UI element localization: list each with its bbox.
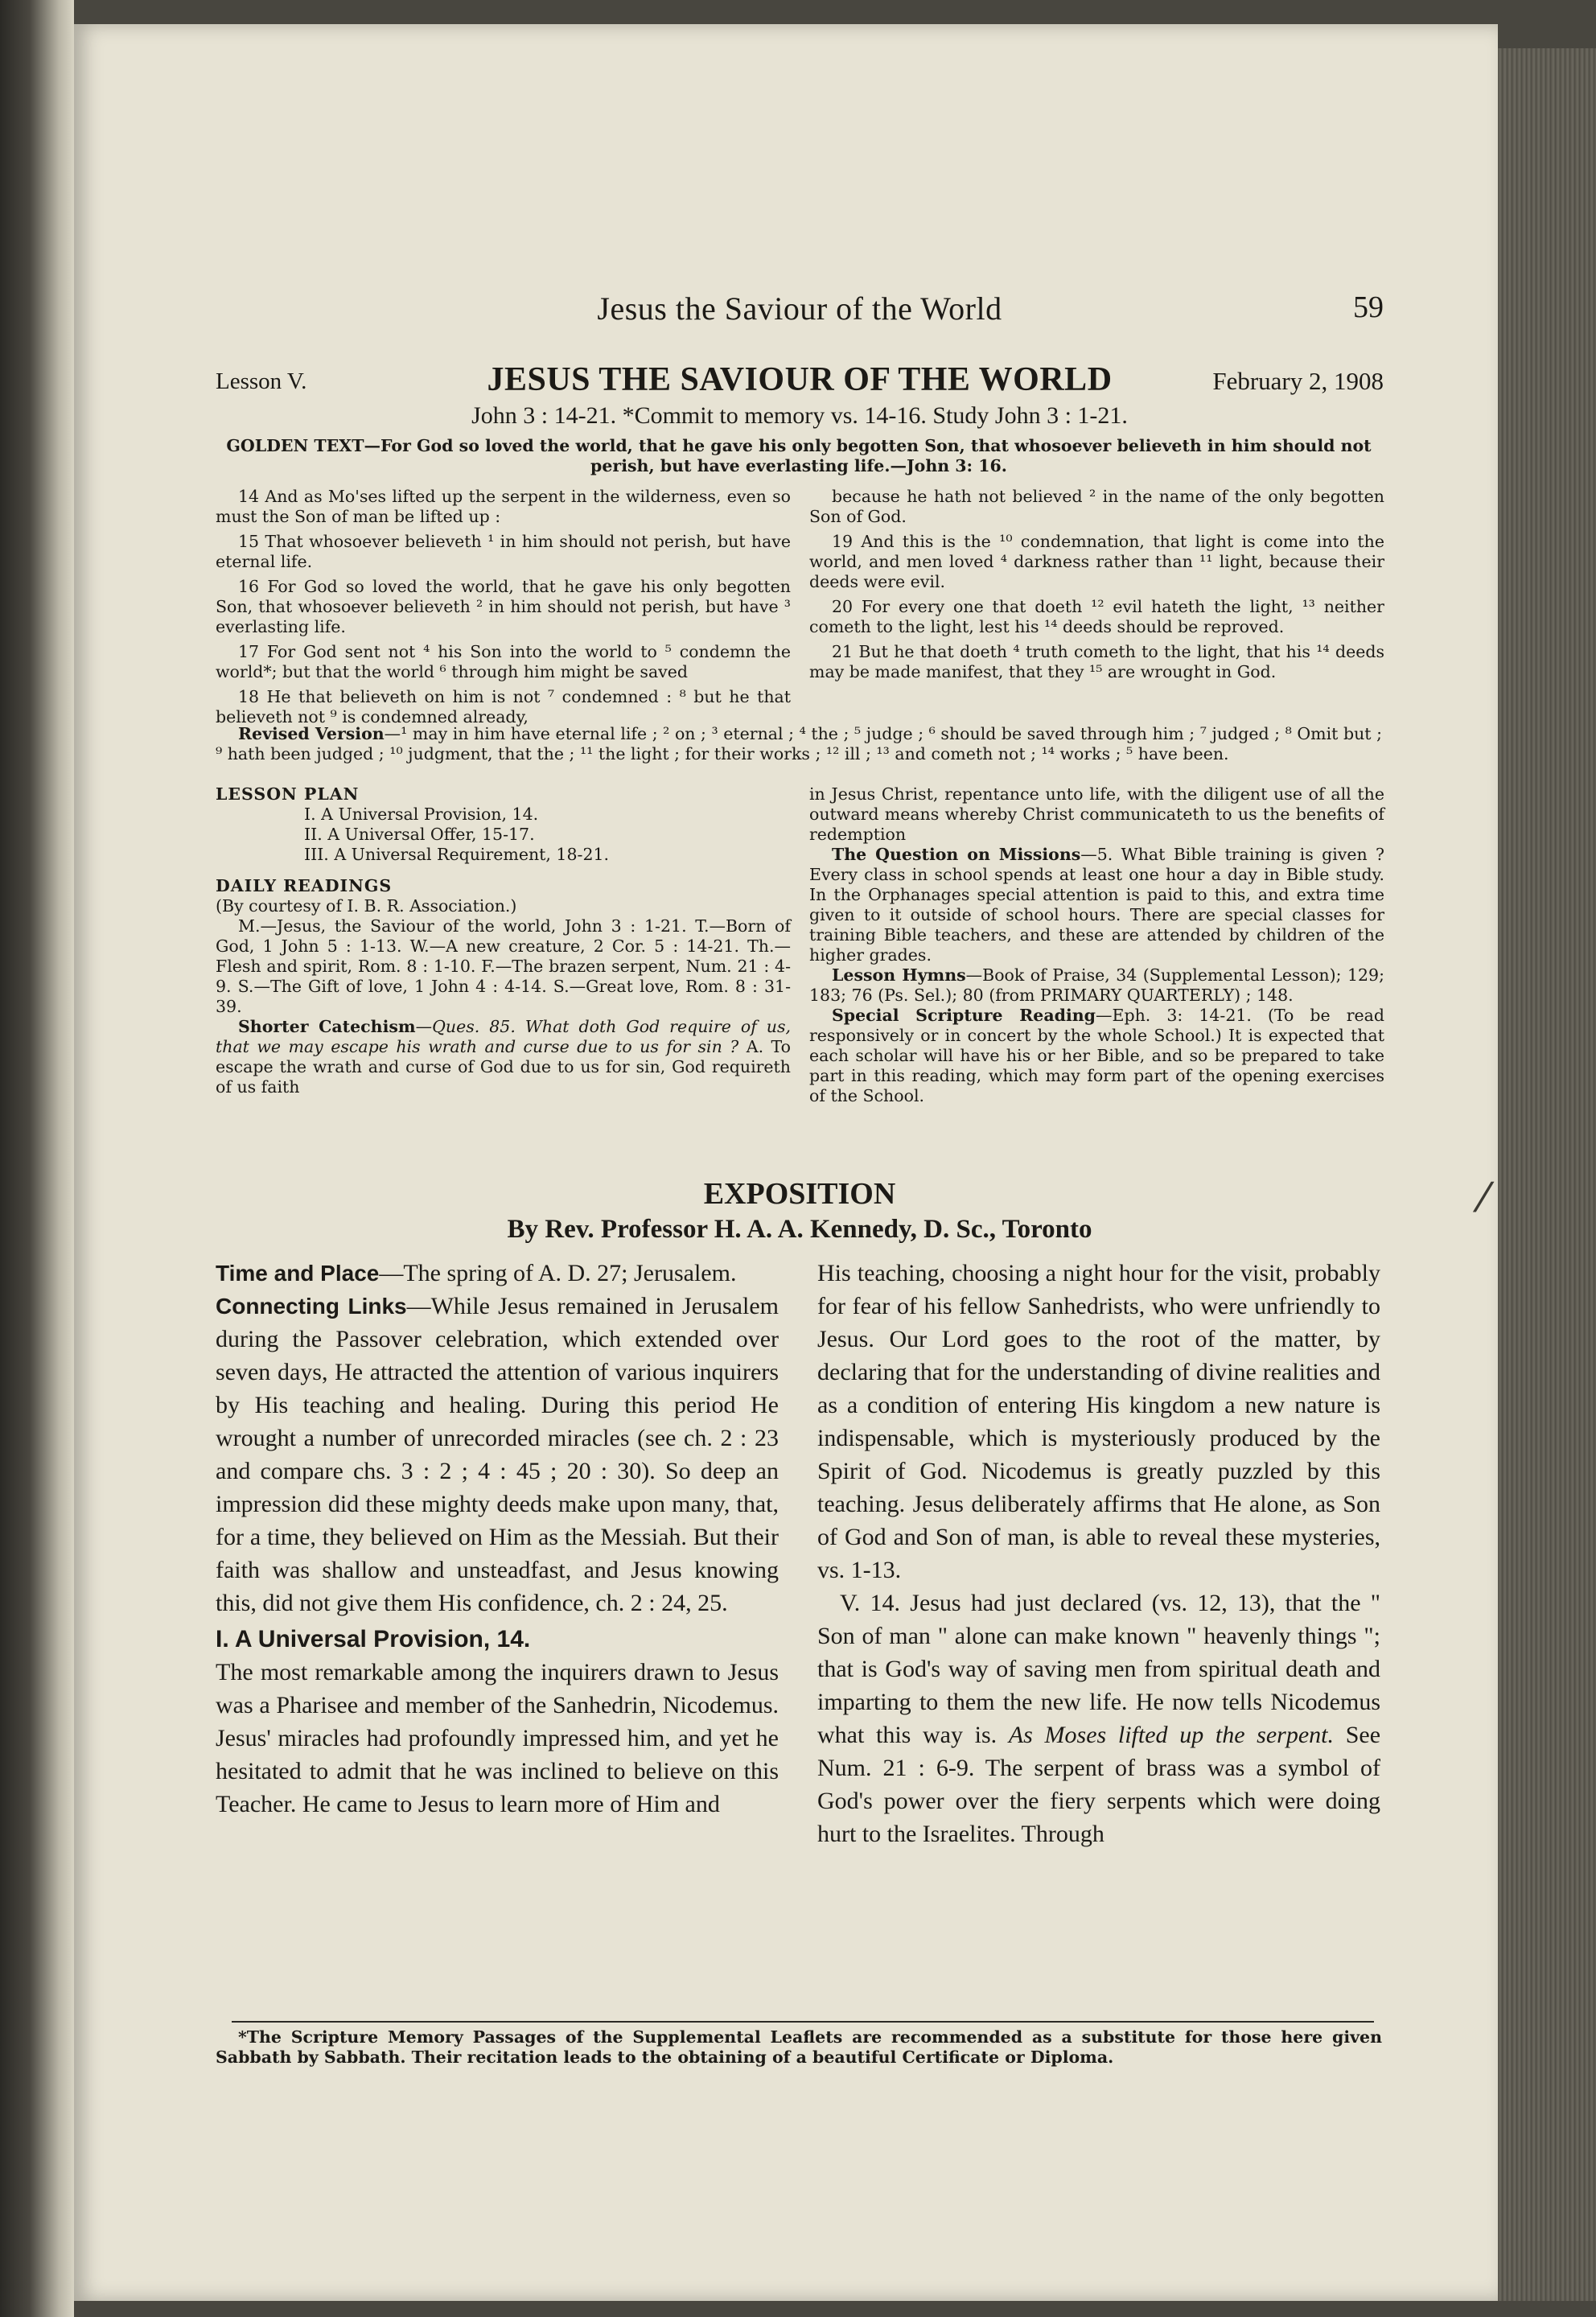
page-number: 59 — [1353, 290, 1384, 324]
verse: 17 For God sent not ⁴ his Son into the world to ⁵ condemn the world*; but that the world ⁶ through him might be saved — [216, 642, 791, 681]
catechism-question: What doth God require of us, that we may escape his wrath and curse due to us for sin ? — [216, 1017, 791, 1056]
margin-pencil-mark: ⁄ — [1480, 1175, 1487, 1221]
revised-version-text: —¹ may in him have eternal life ; ² on ; ³ eternal ; ⁴ the ; ⁵ judge ; ⁶ should be saved through him ; ⁷ judged ; ⁸ Omit but ; ⁹ hath been judged ; ¹⁰ judgment, that the ; ¹¹ the light ; for their works ; ¹² ill ; ¹³ and cometh not ; ¹⁴ works ; ⁵ have been. — [216, 724, 1382, 763]
verse: 14 And as Mo'ses lifted up the serpent in the wilderness, even so must the Son of man be lifted up : — [216, 487, 791, 526]
running-head-title: Jesus the Saviour of the World — [597, 290, 1002, 327]
revised-version — [216, 724, 1382, 764]
lesson-plan-item: II. A Universal Offer, 15-17. — [304, 825, 535, 844]
section-paragraph: The most remarkable among the inquirers drawn to Jesus was a Pharisee and member of the Sanhedrin, Nicodemus. Jesus' miracles had profoundly impressed him, and yet he hesitated to admit that he was inclined to believe on this Teacher. He came to Jesus to learn more of Him and — [216, 1659, 779, 1817]
page-edge-stack — [1498, 48, 1596, 2301]
lesson-number: Lesson V. — [216, 368, 307, 394]
daily-readings-courtesy: (By courtesy of I. B. R. Association.) — [216, 896, 517, 916]
missions-label: The Question on Missions — [832, 845, 1081, 864]
verse-14-text: V. 14. Jesus had just declared (vs. 12, 13), that the " Son of man " alone can make known " heavenly things "; that is God's way of saving men from spiritual death and imparting to them the new life. He now tells Nicodemus what this way is. — [817, 1590, 1380, 1748]
book-page — [74, 24, 1498, 2301]
catechism-continuation: in Jesus Christ, repentance unto life, with the diligent use of all the outward means whereby Christ communicateth to us the benefits of redemption — [809, 784, 1384, 844]
hymns-text: —Book of Praise, 34 (Supplemental Lesson); 129; 183; 76 (Ps. Sel.); 80 (from PRIMARY QUARTERLY) ; 148. — [809, 965, 1385, 1005]
exposition-paragraph: His teaching, choosing a night hour for the visit, probably for fear of his fellow Sanhedrists, who were unfriendly to Jesus. Our Lord goes to the root of the matter, by declaring that for the understanding of divine realities and as a condition of entering His kingdom a new nature is indispensable, which is mysteriously produced by the Spirit of God. Nicodemus is greatly puzzled by this teaching. Jesus deliberately affirms that He alone, as Son of God and Son of man, is able to reveal these mysteries, vs. 1-13. — [817, 1260, 1380, 1583]
lesson-date: February 2, 1908 — [1212, 367, 1384, 395]
connecting-links — [216, 1290, 779, 1619]
footnote: *The Scripture Memory Passages of the Supplemental Leaflets are recommended as a substitute for those here given Sabbath by Sabbath. Their recitation leads to the obtaining of a beautiful Certificate or Diploma. — [216, 2027, 1382, 2067]
lesson-plan-column — [216, 784, 791, 1097]
lesson-plan-item: III. A Universal Requirement, 18-21. — [304, 845, 610, 864]
special-scripture-reading — [809, 1006, 1384, 1106]
catechism-ques: —Ques. 85. — [415, 1017, 516, 1036]
time-and-place-text: —The spring of A. D. 27; Jerusalem. — [379, 1260, 737, 1286]
verses-left-column — [216, 487, 791, 732]
daily-readings-text: M.—Jesus, the Saviour of the world, John 3 : 1-21. T.—Born of God, 1 John 5 : 1-13. W.—A new creature, 2 Cor. 5 : 14-21. Th.—Flesh and spirit, Rom. 8 : 1-10. F.—The brazen serpent, Num. 21 : 4-9. S.—The Gift of love, 1 John 4 : 4-14. S.—Great love, Rom. 8 : 31-39. — [216, 916, 791, 1016]
verse-14-emphasis: As Moses lifted up the serpent. — [1008, 1722, 1335, 1748]
lesson-scripture: John 3 : 14-21. *Commit to memory vs. 14-16. Study John 3 : 1-21. — [471, 402, 1128, 429]
reading-label: Special Scripture Reading — [832, 1006, 1096, 1025]
exposition-left-column — [216, 1257, 779, 1821]
catechism-answer: A. To escape the wrath and curse of God due to us for sin, God requireth of us faith — [216, 1037, 791, 1097]
daily-readings-heading: DAILY READINGS — [216, 876, 393, 895]
connecting-links-label: Connecting Links — [216, 1294, 407, 1319]
running-head — [206, 290, 1393, 338]
lesson-plan-heading: LESSON PLAN — [216, 784, 360, 804]
verse-14-continuation: See Num. 21 : 6-9. The serpent of brass was a symbol of God's power over the fiery serpents which were doing hurt to the Israelites. Through — [817, 1722, 1381, 1847]
lesson-header — [206, 360, 1393, 401]
golden-text: GOLDEN TEXT—For God so loved the world, that he gave his only begotten Son, that whosoever believeth in him should not perish, but have everlasting life.—John 3: 16. — [226, 436, 1372, 475]
exposition-title: EXPOSITION — [703, 1177, 896, 1211]
exposition-byline: By Rev. Professor H. A. A. Kennedy, D. Sc., Toronto — [507, 1215, 1092, 1244]
time-and-place — [216, 1257, 779, 1290]
lesson-notes-column — [809, 784, 1384, 1106]
verse: 19 And this is the ¹⁰ condemnation, that light is come into the world, and men loved ⁴ darkness rather than ¹¹ light, because their deeds were evil. — [809, 532, 1384, 591]
section-heading: I. A Universal Provision, 14. — [216, 1626, 531, 1652]
missions-text: —5. What Bible training is given ? Every class in school spends at least one hour a day in Bible study. In the Orphanages special attention is paid to this, and extra time given to it outside of school hours. There are special classes for training Bible teachers, and these are attended by children of the higher grades. — [809, 845, 1384, 965]
verse: 20 For every one that doeth ¹² evil hateth the light, ¹³ neither cometh to the light, lest his ¹⁴ deeds should be reproved. — [809, 597, 1384, 636]
hymns-label: Lesson Hymns — [832, 965, 966, 985]
book-spine-left — [0, 0, 74, 2317]
revised-version-label: Revised Version — [238, 724, 385, 743]
lesson-plan-item: I. A Universal Provision, 14. — [304, 805, 539, 824]
verse: 15 That whosoever believeth ¹ in him should not perish, but have eternal life. — [216, 532, 791, 571]
lesson-title: JESUS THE SAVIOUR OF THE WORLD — [487, 361, 1113, 398]
page-content — [206, 24, 1393, 2301]
verse: 16 For God so loved the world, that he gave his only begotten Son, that whosoever believeth ² in him should not perish, but have ³ everlasting life. — [216, 577, 791, 636]
verse-14-paragraph — [817, 1587, 1380, 1850]
lesson-hymns — [809, 965, 1384, 1006]
catechism-label: Shorter Catechism — [238, 1017, 416, 1036]
verse: 18 He that believeth on him is not ⁷ condemned : ⁸ but he that believeth not ⁹ is condemned already, — [216, 687, 791, 726]
missions-question — [809, 845, 1384, 965]
verses-right-column — [809, 487, 1384, 687]
reading-text: —Eph. 3: 14-21. (To be read responsively or in concert by the whole School.) It is expected that each scholar will have his or her Bible, and so be prepared to take part in this reading, which may form part of the opening exercises of the School. — [809, 1006, 1384, 1105]
time-and-place-label: Time and Place — [216, 1261, 380, 1286]
verse: 21 But he that doeth ⁴ truth cometh to the light, that his ¹⁴ deeds may be made manifest, that they ¹⁵ are wrought in God. — [809, 642, 1384, 681]
connecting-links-text: —While Jesus remained in Jerusalem during the Passover celebration, which extended over seven days, He attracted the attention of various inquirers by His teaching and healing. During this period He wrought a number of unrecorded miracles (see ch. 2 : 23 and compare chs. 3 : 2 ; 4 : 45 ; 20 : 30). So deep an impression did these mighty deeds make upon many, that, for a time, they believed on Him as the Messiah. But their faith was shallow and unsteadfast, and Jesus knowing this, did not give them His confidence, ch. 2 : 24, 25. — [216, 1293, 779, 1616]
exposition-right-column — [817, 1257, 1380, 1850]
shorter-catechism — [216, 1017, 791, 1097]
verse: because he hath not believed ² in the name of the only begotten Son of God. — [809, 487, 1384, 526]
footnote-rule — [232, 2021, 1374, 2023]
